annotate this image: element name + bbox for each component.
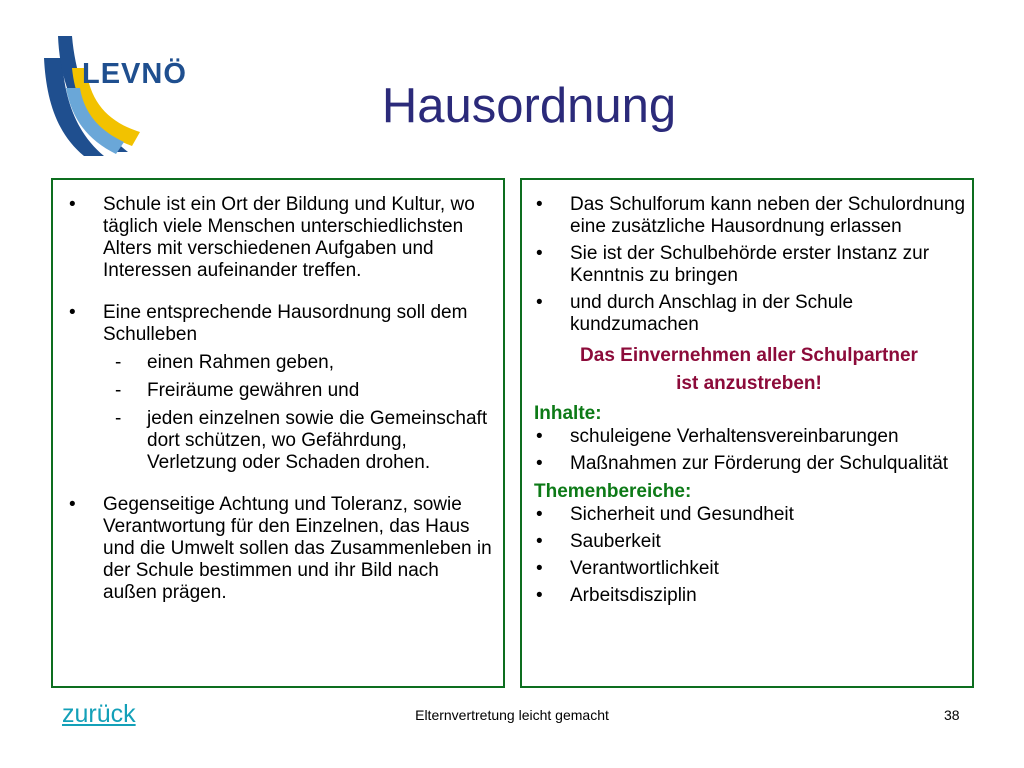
themen-item-3: • Verantwortlichkeit bbox=[532, 558, 966, 580]
themen-item-2: • Sauberkeit bbox=[532, 531, 966, 553]
inhalte-heading: Inhalte: bbox=[534, 403, 602, 424]
left-content-box bbox=[51, 178, 505, 688]
highlight-statement bbox=[532, 342, 966, 398]
left-bullet-1: • Schule ist ein Ort der Bildung und Kultur, wo täglich viele Menschen unterschiedlichsten Alters mit verschiedenen Aufgaben und Interessen aufeinander treffen. bbox=[65, 194, 493, 282]
themen-item-1: • Sicherheit und Gesundheit bbox=[532, 504, 966, 526]
left-sub-item-1: - einen Rahmen geben, bbox=[65, 352, 493, 374]
footer-text: Elternvertretung leicht gemacht bbox=[415, 707, 609, 723]
page-number: 38 bbox=[944, 707, 960, 723]
right-bullet-3: • und durch Anschlag in der Schule kundzumachen bbox=[532, 292, 966, 336]
logo-text: LEVNÖ bbox=[82, 58, 187, 90]
right-bullet-2: • Sie ist der Schulbehörde erster Instanz zur Kenntnis zu bringen bbox=[532, 243, 966, 287]
themen-item-4: • Arbeitsdisziplin bbox=[532, 585, 966, 607]
highlight-line-1: Das Einvernehmen aller Schulpartner bbox=[580, 345, 918, 366]
left-bullet-2: • Eine entsprechende Hausordnung soll dem Schulleben bbox=[65, 302, 493, 346]
page-title: Hausordnung bbox=[381, 79, 677, 133]
left-bullet-3: • Gegenseitige Achtung und Toleranz, sowie Verantwortung für den Einzelnen, das Haus und die Umwelt sollen das Zusammenleben in der Schule bestimmen und ihr Bild nach außen prägen. bbox=[65, 494, 493, 604]
inhalte-item-2: • Maßnahmen zur Förderung der Schulqualität bbox=[532, 453, 966, 475]
highlight-line-2: ist anzustreben! bbox=[676, 373, 822, 394]
right-bullet-1: • Das Schulforum kann neben der Schulordnung eine zusätzliche Hausordnung erlassen bbox=[532, 194, 966, 238]
back-link[interactable]: zurück bbox=[62, 700, 136, 728]
inhalte-item-1: • schuleigene Verhaltensvereinbarungen bbox=[532, 426, 966, 448]
themen-heading: Themenbereiche: bbox=[534, 481, 692, 502]
right-content-box bbox=[520, 178, 974, 688]
left-sub-item-3: - jeden einzelnen sowie die Gemeinschaft dort schützen, wo Gefährdung, Verletzung oder Schaden drohen. bbox=[65, 408, 493, 474]
left-sub-item-2: - Freiräume gewähren und bbox=[65, 380, 493, 402]
